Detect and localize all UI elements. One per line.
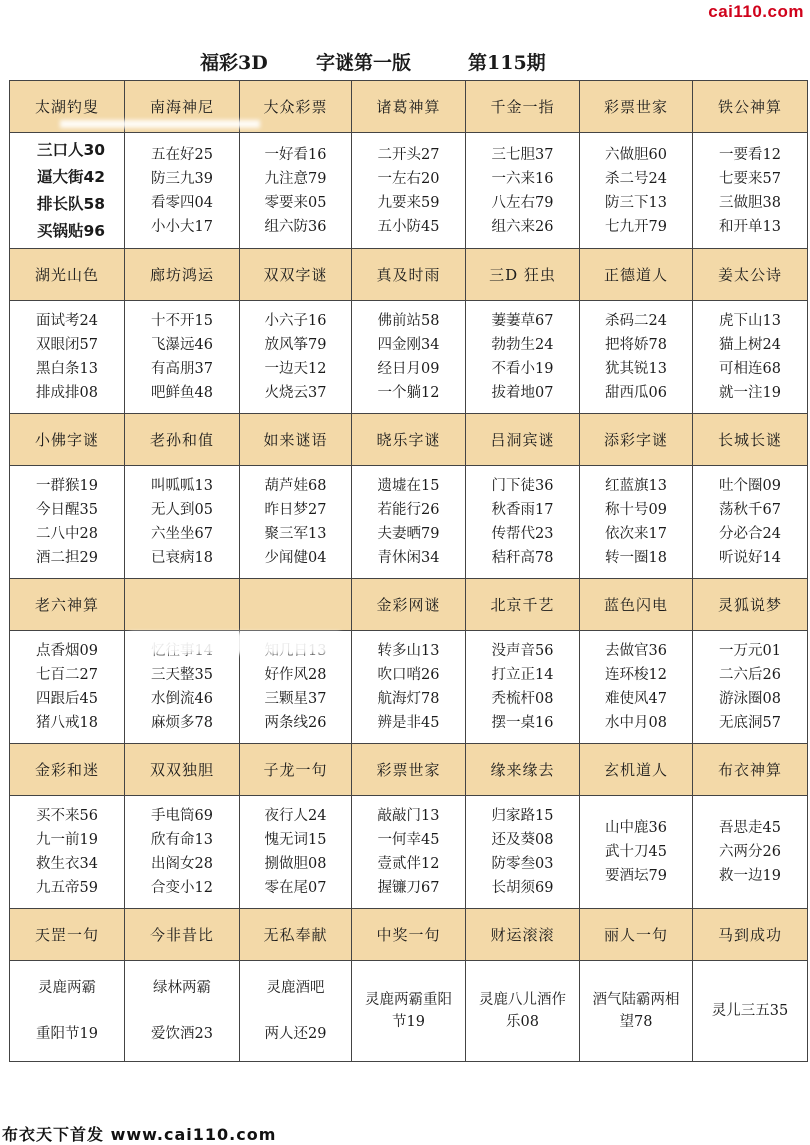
riddle-line: 放风筝79 <box>264 337 327 353</box>
column-header: 彩票世家 <box>352 744 466 796</box>
riddle-line: 九注意79 <box>264 170 327 187</box>
riddle-line: 组六来26 <box>491 218 554 235</box>
header-row <box>10 579 808 631</box>
column-header: 蓝色闪电 <box>580 579 693 631</box>
table-row <box>10 133 808 249</box>
riddle-cell <box>240 466 352 579</box>
column-header: 金彩网谜 <box>352 579 466 631</box>
riddle-line: 佛前站58 <box>377 313 440 329</box>
riddle-line: 经日月09 <box>377 361 440 377</box>
riddle-line: 就一注19 <box>719 385 781 401</box>
riddle-line: 酒二担29 <box>36 550 98 566</box>
riddle-line: 犹其锐13 <box>605 361 667 377</box>
page-title <box>0 44 810 74</box>
column-header: 财运滚滚 <box>466 909 580 961</box>
column-header: 布衣神算 <box>693 744 808 796</box>
table-row <box>10 961 808 1062</box>
riddle-line: 一要看12 <box>719 146 781 163</box>
riddle-line: 水中月08 <box>605 715 667 731</box>
riddle-line: 二六后26 <box>719 667 781 683</box>
riddle-line: 遗墟在15 <box>377 478 440 494</box>
riddle-line: 十不开15 <box>151 313 213 329</box>
riddle-line: 把将娇78 <box>605 337 667 353</box>
riddle-cell <box>693 133 808 249</box>
column-header: 北京千艺 <box>466 579 580 631</box>
riddle-line: 零要来05 <box>264 194 327 211</box>
riddle-line: 防三下13 <box>605 194 667 211</box>
header-row <box>10 909 808 961</box>
riddle-table <box>9 80 808 1062</box>
column-header: 子龙一句 <box>240 744 352 796</box>
riddle-line: 救一边19 <box>719 868 781 884</box>
column-header: 姜太公诗 <box>693 249 808 301</box>
riddle-line: 甜西瓜06 <box>605 385 667 401</box>
riddle-cell <box>240 133 352 249</box>
riddle-line: 水倒流46 <box>151 691 213 707</box>
riddle-line: 称十号09 <box>605 502 667 518</box>
riddle-cell <box>10 133 125 249</box>
table-row <box>10 466 808 579</box>
riddle-line: 一何幸45 <box>377 832 440 848</box>
riddle-line: 九一前19 <box>36 832 98 848</box>
column-header: 太湖钓叟 <box>10 81 125 133</box>
riddle-line: 排成排08 <box>36 385 98 401</box>
riddle-cell <box>10 466 125 579</box>
column-header: 双双独胆 <box>125 744 240 796</box>
riddle-line: 三口人30 <box>36 140 106 159</box>
column-header: 灵狐说梦 <box>693 579 808 631</box>
riddle-line: 握镰刀67 <box>377 880 440 896</box>
riddle-line: 转多山13 <box>377 643 440 659</box>
riddle-cell <box>125 301 240 414</box>
lottery-name: 福彩3D <box>200 52 268 74</box>
column-header: 长城长谜 <box>693 414 808 466</box>
riddle-cell <box>580 631 693 744</box>
riddle-line: 若能行26 <box>377 502 440 518</box>
column-header: 添彩字谜 <box>580 414 693 466</box>
riddle-line: 传帮代23 <box>491 526 554 542</box>
riddle-line: 灵儿三五35 <box>711 1003 789 1019</box>
riddle-line: 灵鹿两霸重阳节19 <box>365 992 452 1030</box>
riddle-line: 二八中28 <box>36 526 98 542</box>
riddle-line: 吐个圈09 <box>719 478 781 494</box>
riddle-line: 可相连68 <box>719 361 781 377</box>
riddle-line: 合变小12 <box>151 880 213 896</box>
riddle-line: 三天整35 <box>151 667 213 683</box>
riddle-cell <box>466 133 580 249</box>
riddle-cell <box>125 961 240 1062</box>
riddle-line: 八左右79 <box>491 194 554 211</box>
column-header: 今非昔比 <box>125 909 240 961</box>
riddle-line: 绿林两霸 <box>152 980 211 996</box>
riddle-line: 一边天12 <box>264 361 327 377</box>
riddle-cell <box>693 961 808 1062</box>
riddle-line: 游泳圈08 <box>719 691 781 707</box>
riddle-cell <box>240 301 352 414</box>
redaction-smudge <box>130 632 340 654</box>
riddle-line: 去做官36 <box>605 643 667 659</box>
riddle-line: 双眼闭57 <box>36 337 98 353</box>
riddle-line: 虎下山13 <box>719 313 781 329</box>
column-header: 诸葛神算 <box>352 81 466 133</box>
riddle-line: 秃梳杆08 <box>491 691 554 707</box>
riddle-line: 四跟后45 <box>36 691 98 707</box>
riddle-line: 四金刚34 <box>377 337 440 353</box>
riddle-line: 七九开79 <box>605 218 667 235</box>
riddle-line: 猪八戒18 <box>36 715 98 731</box>
header-row <box>10 249 808 301</box>
riddle-cell <box>125 796 240 909</box>
riddle-line: 吧鲜鱼48 <box>151 385 213 401</box>
riddle-cell <box>466 631 580 744</box>
riddle-line: 打立正14 <box>491 667 554 683</box>
riddle-line: 六两分26 <box>719 844 781 860</box>
riddle-cell <box>10 961 125 1062</box>
riddle-line: 萋萋草67 <box>491 313 554 329</box>
riddle-line: 五小防45 <box>377 218 440 235</box>
riddle-line: 没声音56 <box>491 643 554 659</box>
column-header: 老孙和值 <box>125 414 240 466</box>
riddle-line: 葫芦娃68 <box>264 478 327 494</box>
riddle-cell <box>352 133 466 249</box>
riddle-line: 猫上树24 <box>719 337 781 353</box>
header-row <box>10 744 808 796</box>
riddle-line: 火烧云37 <box>264 385 327 401</box>
riddle-line: 吾思走45 <box>719 820 781 836</box>
riddle-line: 面试考24 <box>36 313 98 329</box>
issue-number: 第115期 <box>468 52 546 74</box>
riddle-cell <box>693 301 808 414</box>
riddle-line: 青休闲34 <box>377 550 440 566</box>
column-header: 真及时雨 <box>352 249 466 301</box>
riddle-line: 二开头27 <box>377 146 440 163</box>
riddle-line: 防三九39 <box>151 170 213 187</box>
riddle-line: 荡秋千67 <box>719 502 781 518</box>
riddle-cell <box>240 796 352 909</box>
column-header: 三D 狂虫 <box>466 249 580 301</box>
riddle-cell <box>466 466 580 579</box>
riddle-line: 和开单13 <box>719 218 781 235</box>
riddle-line: 归家路15 <box>491 808 554 824</box>
riddle-line: 航海灯78 <box>377 691 440 707</box>
riddle-cell <box>466 796 580 909</box>
riddle-line: 聚三军13 <box>264 526 327 542</box>
riddle-line: 夫妻晒79 <box>377 526 440 542</box>
riddle-line: 重阳节19 <box>36 1026 98 1042</box>
riddle-line: 六做胆60 <box>605 146 667 163</box>
riddle-line: 七百二27 <box>36 667 98 683</box>
riddle-line: 组六防36 <box>264 218 327 235</box>
riddle-line: 两条线26 <box>264 715 327 731</box>
riddle-cell <box>352 631 466 744</box>
riddle-line: 要酒坛79 <box>605 868 667 884</box>
riddle-line: 依次来17 <box>605 526 667 542</box>
riddle-cell <box>125 133 240 249</box>
riddle-line: 武十刀45 <box>605 844 667 860</box>
riddle-line: 欣有命13 <box>151 832 213 848</box>
column-header: 吕洞宾谜 <box>466 414 580 466</box>
riddle-line: 连环梭12 <box>605 667 667 683</box>
riddle-line: 长胡须69 <box>491 880 554 896</box>
riddle-line: 杀二号24 <box>605 170 667 187</box>
riddle-cell <box>10 301 125 414</box>
riddle-cell <box>466 301 580 414</box>
header-row <box>10 414 808 466</box>
riddle-line: 小小大17 <box>151 218 213 235</box>
riddle-line: 九要来59 <box>377 194 440 211</box>
column-header: 天罡一句 <box>10 909 125 961</box>
riddle-cell <box>10 796 125 909</box>
riddle-line: 红蓝旗13 <box>605 478 667 494</box>
riddle-line: 捌做胆08 <box>264 856 327 872</box>
column-header: 丽人一句 <box>580 909 693 961</box>
riddle-line: 辨是非45 <box>377 715 440 731</box>
column-header: 玄机道人 <box>580 744 693 796</box>
riddle-cell <box>580 133 693 249</box>
column-header: 缘来缘去 <box>466 744 580 796</box>
riddle-line: 无底洞57 <box>719 715 781 731</box>
riddle-cell <box>580 466 693 579</box>
riddle-line: 买锅贴96 <box>36 221 106 240</box>
column-header <box>125 579 240 631</box>
riddle-line: 听说好14 <box>719 550 781 566</box>
column-header <box>240 579 352 631</box>
column-header: 湖光山色 <box>10 249 125 301</box>
table-row <box>10 301 808 414</box>
riddle-cell <box>352 466 466 579</box>
riddle-line: 灵鹿两霸 <box>37 980 96 996</box>
riddle-line: 小六子16 <box>264 313 327 329</box>
riddle-line: 秸秆高78 <box>491 550 554 566</box>
riddle-line: 三颗星37 <box>264 691 327 707</box>
table-row <box>10 796 808 909</box>
riddle-line: 零在尾07 <box>264 880 327 896</box>
column-header: 彩票世家 <box>580 81 693 133</box>
riddle-line: 好作风28 <box>264 667 327 683</box>
column-header: 中奖一句 <box>352 909 466 961</box>
riddle-line: 愧无词15 <box>264 832 327 848</box>
riddle-line: 看零四04 <box>151 194 213 211</box>
riddle-line: 逼大街42 <box>36 167 106 186</box>
riddle-line: 防零叁03 <box>491 856 554 872</box>
riddle-cell <box>693 631 808 744</box>
riddle-line: 一个躺12 <box>377 385 440 401</box>
riddle-line: 点香烟09 <box>36 643 98 659</box>
column-header: 小佛字谜 <box>10 414 125 466</box>
riddle-line: 拔着地07 <box>491 385 554 401</box>
riddle-cell <box>693 466 808 579</box>
riddle-line: 灵鹿八儿酒作乐08 <box>479 992 566 1030</box>
riddle-cell <box>125 466 240 579</box>
riddle-line: 难使风47 <box>605 691 667 707</box>
riddle-line: 有高朋37 <box>151 361 213 377</box>
riddle-line: 勃勃生24 <box>491 337 554 353</box>
footer-text: 布衣天下首发 www.cai110.com <box>2 1125 277 1144</box>
riddle-line: 山中鹿36 <box>605 820 667 836</box>
riddle-line: 两人还29 <box>264 1026 327 1042</box>
riddle-line: 门下徒36 <box>491 478 554 494</box>
riddle-cell <box>352 796 466 909</box>
riddle-line: 摆一桌16 <box>491 715 554 731</box>
riddle-line: 黑白条13 <box>36 361 98 377</box>
riddle-line: 飞瀑远46 <box>151 337 213 353</box>
riddle-line: 秋香雨17 <box>491 502 554 518</box>
riddle-cell <box>580 796 693 909</box>
riddle-line: 杀码二24 <box>605 313 667 329</box>
riddle-cell <box>352 301 466 414</box>
riddle-line: 少闻健04 <box>264 550 327 566</box>
column-header: 千金一指 <box>466 81 580 133</box>
riddle-line: 九五帝59 <box>36 880 98 896</box>
riddle-line: 排长队58 <box>36 194 106 213</box>
riddle-line: 一六来16 <box>491 170 554 187</box>
riddle-line: 敲敲门13 <box>377 808 440 824</box>
riddle-line: 一群猴19 <box>36 478 98 494</box>
riddle-line: 买不来56 <box>36 808 98 824</box>
column-header: 老六神算 <box>10 579 125 631</box>
riddle-line: 转一圈18 <box>605 550 667 566</box>
riddle-line: 吹口哨26 <box>377 667 440 683</box>
riddle-line: 救生衣34 <box>36 856 98 872</box>
riddle-line: 夜行人24 <box>264 808 327 824</box>
riddle-line: 还及葵08 <box>491 832 554 848</box>
riddle-line: 出阁女28 <box>151 856 213 872</box>
riddle-line: 六坐坐67 <box>151 526 213 542</box>
riddle-line: 灵鹿酒吧 <box>266 980 325 996</box>
column-header: 双双字谜 <box>240 249 352 301</box>
riddle-line: 爱饮酒23 <box>151 1026 213 1042</box>
column-header: 南海神尼 <box>125 81 240 133</box>
riddle-cell <box>466 961 580 1062</box>
column-header: 晓乐字谜 <box>352 414 466 466</box>
riddle-line: 一好看16 <box>264 146 327 163</box>
riddle-line: 麻烦多78 <box>151 715 213 731</box>
riddle-line: 手电筒69 <box>151 808 213 824</box>
riddle-cell <box>693 796 808 909</box>
riddle-line: 酒气陆霸两相望78 <box>592 992 680 1030</box>
riddle-line: 一左右20 <box>377 170 440 187</box>
column-header: 正德道人 <box>580 249 693 301</box>
column-header: 如来谜语 <box>240 414 352 466</box>
riddle-cell <box>580 301 693 414</box>
riddle-line: 七要来57 <box>719 170 781 187</box>
riddle-line: 三七胆37 <box>491 146 554 163</box>
riddle-cell <box>10 631 125 744</box>
riddle-line: 五在好25 <box>151 146 213 163</box>
riddle-line: 一万元01 <box>719 643 781 659</box>
riddle-line: 已衰病18 <box>151 550 213 566</box>
riddle-line: 不看小19 <box>491 361 554 377</box>
column-header: 铁公神算 <box>693 81 808 133</box>
riddle-line: 今日醒35 <box>36 502 98 518</box>
riddle-cell <box>352 961 466 1062</box>
riddle-line: 壹贰伴12 <box>377 856 440 872</box>
site-logo: cai110.com <box>708 2 804 21</box>
riddle-cell <box>240 961 352 1062</box>
riddle-line: 无人到05 <box>151 502 213 518</box>
column-header: 无私奉献 <box>240 909 352 961</box>
column-header: 金彩和迷 <box>10 744 125 796</box>
riddle-line: 叫呱呱13 <box>151 478 213 494</box>
column-header: 廊坊鸿运 <box>125 249 240 301</box>
riddle-line: 分必合24 <box>719 526 781 542</box>
redaction-smudge <box>60 120 260 128</box>
riddle-line: 昨日梦27 <box>264 502 327 518</box>
riddle-cell <box>580 961 693 1062</box>
riddle-line: 三做胆38 <box>719 194 781 211</box>
column-header: 马到成功 <box>693 909 808 961</box>
edition-name: 字谜第一版 <box>316 52 412 74</box>
column-header: 大众彩票 <box>240 81 352 133</box>
footer-banner <box>0 1120 810 1145</box>
